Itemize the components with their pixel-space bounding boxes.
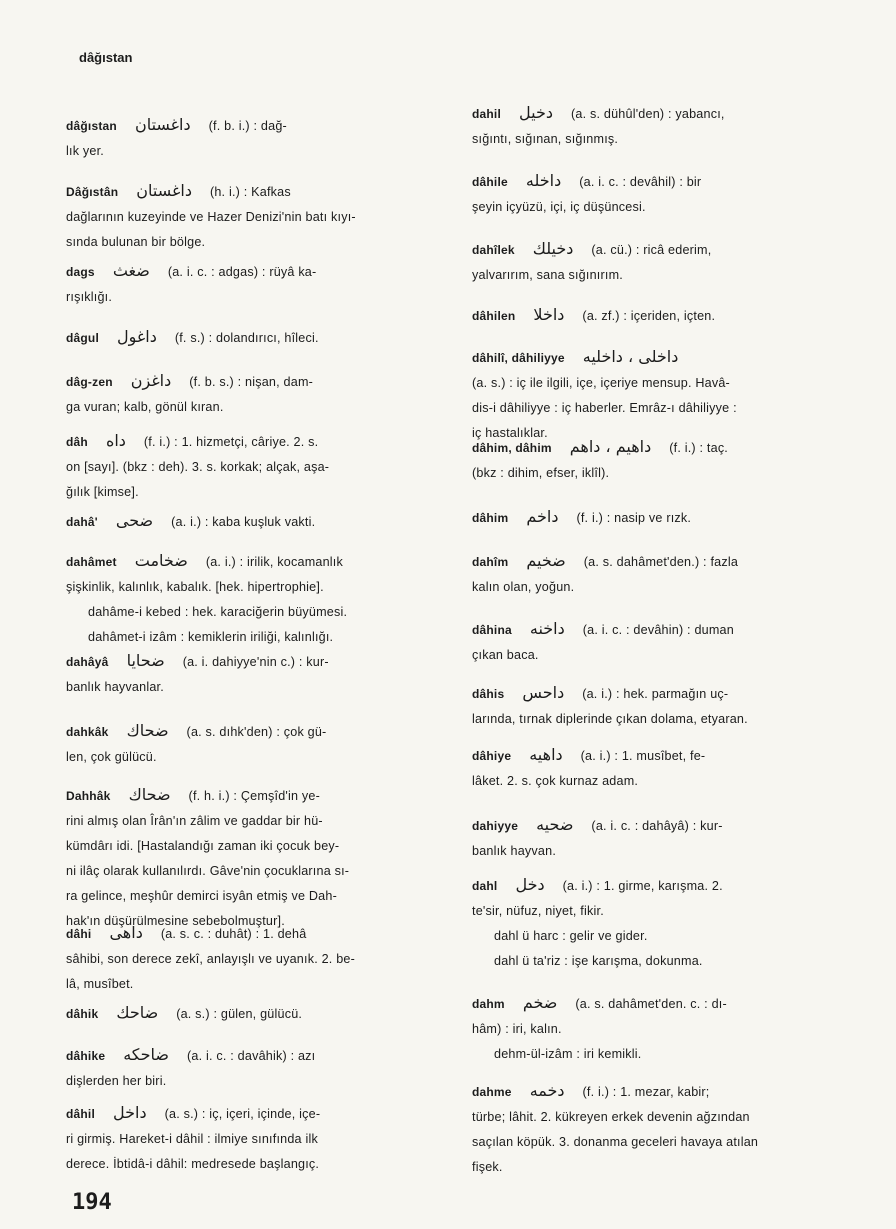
dictionary-entry xyxy=(66,178,446,255)
dictionary-entry xyxy=(472,236,850,288)
arabic-script: داخل xyxy=(113,1103,147,1122)
definition-line: türbe; lâhit. 2. kükreyen erkek devenin ağzından xyxy=(472,1110,750,1124)
entry-head-line xyxy=(472,434,850,461)
headword: dâh xyxy=(66,435,88,449)
arabic-script: داغزن xyxy=(130,371,172,390)
headword: dâhim xyxy=(472,511,509,525)
definition-line: banlık hayvanlar. xyxy=(66,680,164,694)
sub-entry-line: dahl ü ta'riz : işe karışma, dokunma. xyxy=(494,954,703,968)
entry-head-line xyxy=(472,302,850,329)
definition-start: (a. i. c. : davâhik) : azı xyxy=(186,1049,316,1063)
definition-start: (a. i. dahiyye'nin c.) : kur- xyxy=(182,655,329,669)
dictionary-entry xyxy=(472,548,850,600)
entry-head-line xyxy=(66,368,446,395)
arabic-script: ضحيه xyxy=(536,815,574,834)
running-head: dâğıstan xyxy=(79,50,133,65)
dictionary-entry xyxy=(66,718,446,770)
dictionary-entry xyxy=(66,1042,446,1094)
headword: dâg-zen xyxy=(66,375,113,389)
dictionary-entry xyxy=(66,1000,446,1027)
definition-line: te'sir, nüfuz, niyet, fikir. xyxy=(472,904,604,918)
definition-start: (f. i.) : taç. xyxy=(669,441,729,455)
arabic-script: دخيلك xyxy=(532,239,574,258)
arabic-script: ضغث xyxy=(112,261,150,280)
entry-head-line xyxy=(472,680,850,707)
definition-line: larında, tırnak diplerinde çıkan dolama, etyaran. xyxy=(472,712,748,726)
sub-entry-line: dahâme-i kebed : hek. karaciğerin büyümesi. xyxy=(88,605,348,619)
dictionary-entry xyxy=(472,302,850,329)
arabic-script: داحس xyxy=(522,683,565,702)
definition-line: şişkinlik, kalınlık, kabalık. [hek. hipertrophie]. xyxy=(66,580,324,594)
definition-start: (h. i.) : Kafkas xyxy=(209,185,291,199)
definition-start: (a. i. c. : devâhil) : bir xyxy=(579,175,702,189)
headword: dâhi xyxy=(66,927,92,941)
headword: dâhim, dâhim xyxy=(472,441,552,455)
definition-line: ri girmiş. Hareket-i dâhil : ilmiye sınıfında ilk xyxy=(66,1132,318,1146)
page-number: 194 xyxy=(72,1190,112,1215)
definition-line: lık yer. xyxy=(66,144,104,158)
definition-line: sında bulunan bir bölge. xyxy=(66,235,206,249)
headword: dâhik xyxy=(66,1007,99,1021)
entry-head-line xyxy=(66,428,446,455)
definition-line: dişlerden her biri. xyxy=(66,1074,167,1088)
arabic-script: ضخامت xyxy=(134,551,188,570)
definition-start: (a. s. dahâmet'den.) : fazla xyxy=(583,555,739,569)
definition-line: fişek. xyxy=(472,1160,503,1174)
headword: dâhina xyxy=(472,623,512,637)
arabic-script: ضخيم xyxy=(526,551,566,570)
dictionary-entry xyxy=(472,680,850,732)
definition-start: (a. i.) : kaba kuşluk vakti. xyxy=(171,515,316,529)
arabic-script: داخلا xyxy=(533,305,565,324)
dictionary-entry xyxy=(66,258,446,310)
entry-head-line xyxy=(66,920,446,947)
headword: dahîlek xyxy=(472,243,515,257)
definition-line: lâket. 2. s. çok kurnaz adam. xyxy=(472,774,639,788)
headword: dahme xyxy=(472,1085,512,1099)
entry-head-line xyxy=(66,782,446,809)
definition-start: (a. cü.) : ricâ ederim, xyxy=(591,243,712,257)
arabic-script: ضاحكه xyxy=(123,1045,169,1064)
definition-line: rini almış olan Îrân'ın zâlim ve gaddar bir hü- xyxy=(66,814,323,828)
definition-line: on [sayı]. (bkz : deh). 3. s. korkak; alçak, aşa- xyxy=(66,460,330,474)
entry-head-line xyxy=(66,258,446,285)
definition-start: (a. s. dıhk'den) : çok gü- xyxy=(186,725,327,739)
definition-start: (a. i.) : 1. girme, karışma. 2. xyxy=(562,879,723,893)
definition-start: (a. i.) : 1. musîbet, fe- xyxy=(580,749,706,763)
entry-head-line xyxy=(66,718,446,745)
arabic-script: دخيل xyxy=(519,103,553,122)
dictionary-entry xyxy=(472,100,850,152)
definition-line: sâhibi, son derece zekî, anlayışlı ve uyanık. 2. be- xyxy=(66,952,356,966)
definition-line: dağlarının kuzeyinde ve Hazer Denizi'nin batı kıyı- xyxy=(66,210,356,224)
headword: dâhilen xyxy=(472,309,516,323)
sub-entry-line: dahâmet-i izâm : kemiklerin iriliği, kalınlığı. xyxy=(88,630,334,644)
arabic-script: داغستان xyxy=(134,115,191,134)
dictionary-entry xyxy=(66,920,446,997)
arabic-script: داغستان xyxy=(136,181,192,200)
arabic-script: داخم xyxy=(526,507,559,526)
definition-start: (a. s.) : iç, içeri, içinde, içe- xyxy=(164,1107,321,1121)
definition-line: ra gelince, meşhûr demirci isyân etmiş ve Dah- xyxy=(66,889,337,903)
entry-head-line xyxy=(472,548,850,575)
sub-entry-line: dahl ü harc : gelir ve gider. xyxy=(494,929,648,943)
arabic-script: ضحاك xyxy=(128,785,171,804)
arabic-script: داخنه xyxy=(529,619,565,638)
arabic-script: داخله xyxy=(525,171,562,190)
entry-head-line xyxy=(66,178,446,205)
dictionary-entry xyxy=(472,872,850,974)
headword: dâhilî, dâhiliyye xyxy=(472,351,565,365)
entry-head-line xyxy=(472,168,850,195)
headword: dâhis xyxy=(472,687,505,701)
entry-head-line xyxy=(472,990,850,1017)
dictionary-entry xyxy=(472,742,850,794)
entry-head-line xyxy=(472,872,850,899)
definition-line: yalvarırım, sana sığınırım. xyxy=(472,268,623,282)
entry-head-line xyxy=(472,812,850,839)
entry-head-line xyxy=(472,344,850,371)
headword: dâhile xyxy=(472,175,508,189)
definition-line: len, çok gülücü. xyxy=(66,750,157,764)
definition-start: (a. i. c. : dahâyâ) : kur- xyxy=(591,819,723,833)
definition-line: kalın olan, yoğun. xyxy=(472,580,575,594)
definition-line: (a. s.) : iç ile ilgili, içe, içeriye mensup. Havâ- xyxy=(472,376,730,390)
dictionary-entry xyxy=(472,168,850,220)
definition-start: (f. i.) : nasip ve rızk. xyxy=(576,511,692,525)
definition-start: (f. b. s.) : nişan, dam- xyxy=(189,375,314,389)
headword: Dahhâk xyxy=(66,789,111,803)
entry-head-line xyxy=(66,548,446,575)
definition-line: dis-i dâhiliyye : iç haberler. Emrâz-ı dâhiliyye : xyxy=(472,401,737,415)
dictionary-entry xyxy=(66,782,446,934)
headword: dâhike xyxy=(66,1049,106,1063)
headword: dâhiye xyxy=(472,749,512,763)
arabic-script: دخل xyxy=(515,875,545,894)
headword: dahil xyxy=(472,107,502,121)
dictionary-entry xyxy=(66,428,446,505)
arabic-script: داغول xyxy=(117,327,157,346)
entry-head-line xyxy=(66,1100,446,1127)
arabic-script: داهيه xyxy=(529,745,563,764)
definition-line: şeyin içyüzü, içi, iç düşüncesi. xyxy=(472,200,646,214)
definition-line: kümdârı idi. [Hastalandığı zaman iki çocuk bey- xyxy=(66,839,340,853)
definition-line: ni ilâç olarak kullanılırdı. Gâve'nin çocuklarına sı- xyxy=(66,864,350,878)
entry-head-line xyxy=(472,100,850,127)
entry-head-line xyxy=(66,112,446,139)
arabic-script: ضاحك xyxy=(116,1003,159,1022)
entry-head-line xyxy=(472,236,850,263)
arabic-script: ضحاك xyxy=(126,721,169,740)
entry-head-line xyxy=(66,648,446,675)
dictionary-entry xyxy=(472,616,850,668)
entry-head-line xyxy=(66,1042,446,1069)
definition-line: hâm) : iri, kalın. xyxy=(472,1022,562,1036)
definition-line: iç hastalıklar. xyxy=(472,426,548,440)
dictionary-entry xyxy=(66,508,446,535)
arabic-script: داه xyxy=(105,431,126,450)
entry-head-line xyxy=(66,324,446,351)
definition-start: (f. i.) : 1. mezar, kabir; xyxy=(582,1085,710,1099)
dictionary-entry xyxy=(472,990,850,1067)
headword: dahîm xyxy=(472,555,509,569)
dictionary-entry xyxy=(66,368,446,420)
entry-head-line xyxy=(472,742,850,769)
definition-start: (f. h. i.) : Çemşîd'in ye- xyxy=(188,789,321,803)
headword: dahm xyxy=(472,997,505,1011)
entry-head-line xyxy=(472,1078,850,1105)
definition-line: ga vuran; kalb, gönül kıran. xyxy=(66,400,224,414)
definition-start: (a. s. c. : duhât) : 1. dehâ xyxy=(160,927,307,941)
definition-start: (a. s.) : gülen, gülücü. xyxy=(176,1007,303,1021)
headword: dâhil xyxy=(66,1107,96,1121)
definition-start: (a. s. dahâmet'den. c. : dı- xyxy=(575,997,727,1011)
dictionary-entry xyxy=(66,324,446,351)
headword: dahâmet xyxy=(66,555,117,569)
dictionary-entry xyxy=(472,344,850,446)
entry-head-line xyxy=(66,508,446,535)
headword: dags xyxy=(66,265,95,279)
arabic-script: دخمه xyxy=(529,1081,565,1100)
definition-start: (a. i. c. : devâhin) : duman xyxy=(582,623,734,637)
definition-line: rışıklığı. xyxy=(66,290,113,304)
definition-start: (f. s.) : dolandırıcı, hîleci. xyxy=(174,331,319,345)
dictionary-entry xyxy=(66,1100,446,1177)
definition-start: (a. i.) : irilik, kocamanlık xyxy=(205,555,343,569)
definition-start: (f. i.) : 1. hizmetçi, câriye. 2. s. xyxy=(143,435,319,449)
definition-line: derece. İbtidâ-i dâhil: medresede başlangıç. xyxy=(66,1157,320,1171)
entry-head-line xyxy=(472,504,850,531)
headword: dahkâk xyxy=(66,725,109,739)
definition-start: (a. i.) : hek. parmağın uç- xyxy=(582,687,729,701)
definition-line: banlık hayvan. xyxy=(472,844,557,858)
definition-line: sığıntı, sığınan, sığınmış. xyxy=(472,132,619,146)
dictionary-entry xyxy=(472,434,850,486)
entry-head-line xyxy=(66,1000,446,1027)
dictionary-entry xyxy=(66,112,446,164)
dictionary-entry xyxy=(66,548,446,650)
dictionary-entry xyxy=(472,1078,850,1180)
definition-line: saçılan köpük. 3. donanma geceleri havaya atılan xyxy=(472,1135,759,1149)
arabic-script: داهى xyxy=(109,923,143,942)
dictionary-entry xyxy=(66,648,446,700)
headword: dahâ' xyxy=(66,515,98,529)
dictionary-entry xyxy=(472,812,850,864)
headword: dâğıstan xyxy=(66,119,117,133)
headword: dahâyâ xyxy=(66,655,109,669)
headword: dahiyye xyxy=(472,819,519,833)
definition-line: hak'ın düşürülmesine sebebolmuştur]. xyxy=(66,914,285,928)
arabic-script: ضحايا xyxy=(126,651,165,670)
definition-line: ğılık [kimse]. xyxy=(66,485,139,499)
arabic-script: ضحى xyxy=(115,511,154,530)
arabic-script: داخلى ، داخليه xyxy=(582,347,679,366)
arabic-script: ضخم xyxy=(522,993,558,1012)
entry-head-line xyxy=(472,616,850,643)
definition-line: (bkz : dihim, efser, iklîl). xyxy=(472,466,610,480)
headword: dahl xyxy=(472,879,498,893)
definition-start: (a. s. dühûl'den) : yabancı, xyxy=(570,107,725,121)
definition-line: çıkan baca. xyxy=(472,648,539,662)
definition-line: lâ, musîbet. xyxy=(66,977,134,991)
definition-start: (a. zf.) : içeriden, içten. xyxy=(582,309,716,323)
headword: dâgul xyxy=(66,331,99,345)
definition-start: (f. b. i.) : dağ- xyxy=(208,119,287,133)
dictionary-entry xyxy=(472,504,850,531)
definition-start: (a. i. c. : adgas) : rüyâ ka- xyxy=(167,265,317,279)
sub-entry-line: dehm-ül-izâm : iri kemikli. xyxy=(494,1047,642,1061)
headword: Dâğıstân xyxy=(66,185,119,199)
arabic-script: داهيم ، داهم xyxy=(569,437,652,456)
